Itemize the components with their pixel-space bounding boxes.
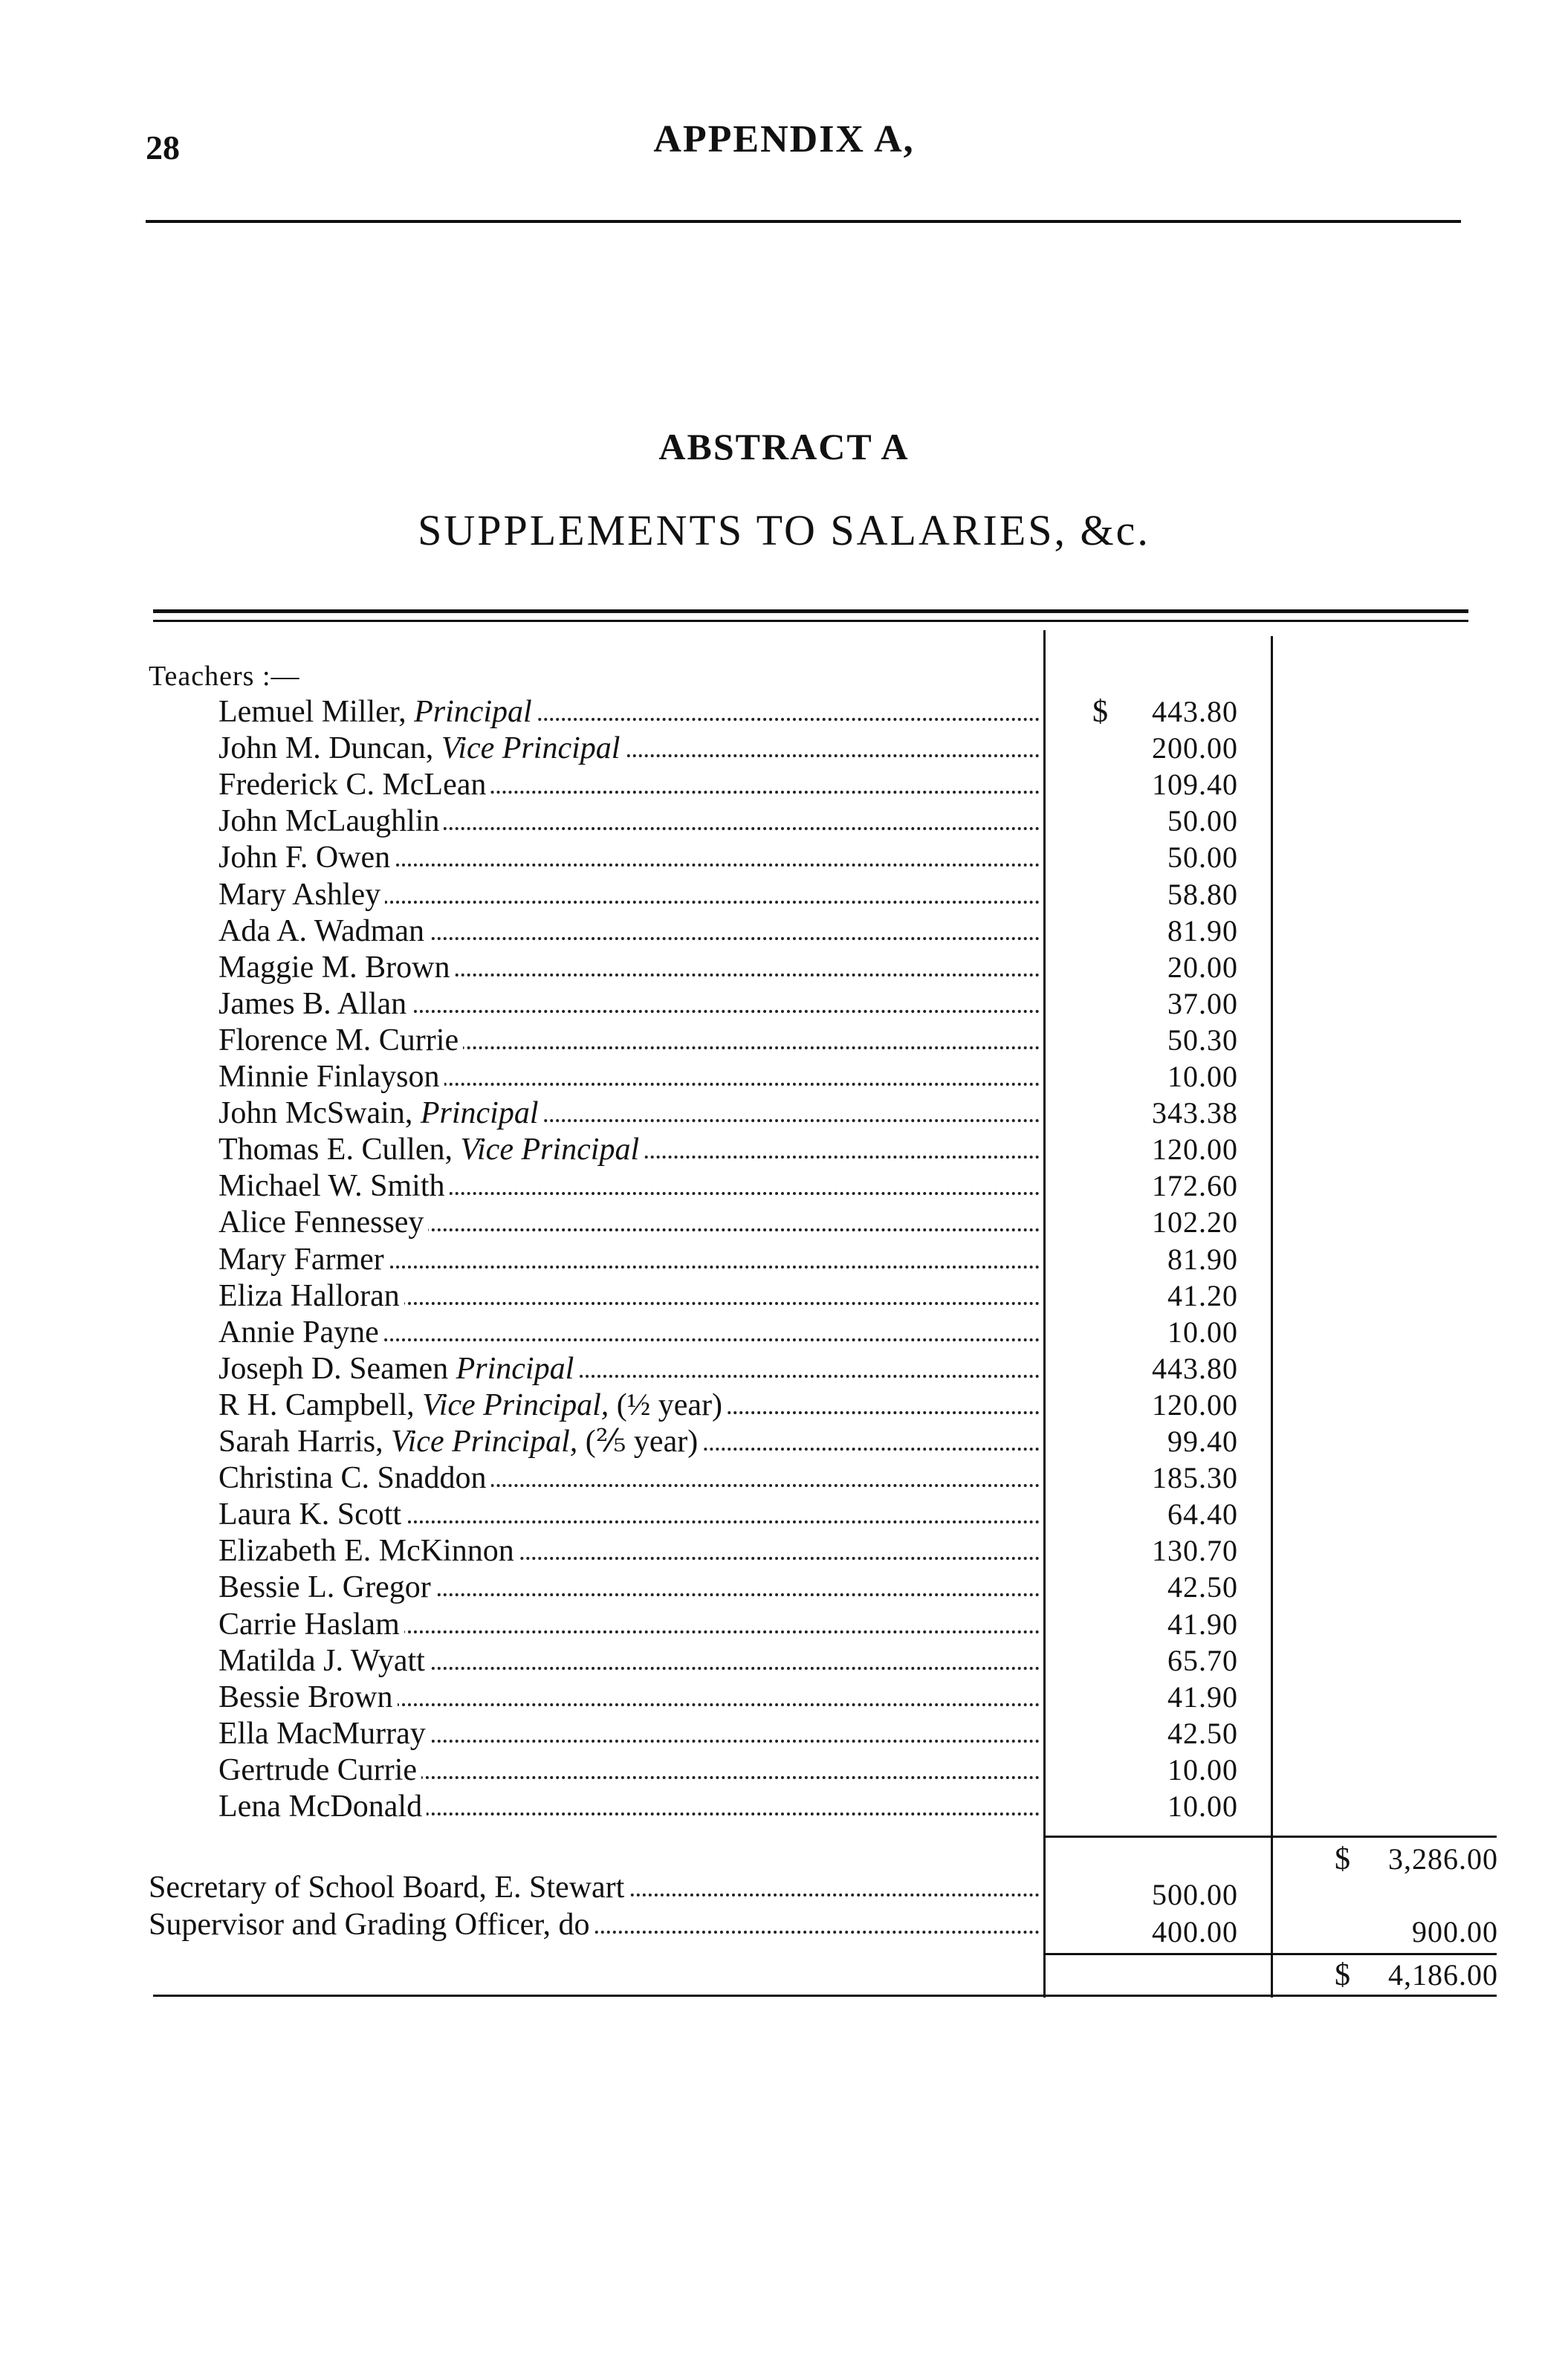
teacher-amount: 109.40	[1152, 768, 1238, 802]
teacher-amount: 172.60	[1152, 1169, 1238, 1203]
teacher-amount: 200.00	[1152, 731, 1238, 765]
teacher-amount: 10.00	[1167, 1060, 1238, 1093]
teacher-name: Laura K. Scott	[218, 1497, 406, 1532]
teacher-name-cell	[218, 1059, 1040, 1095]
teacher-name: James B. Allan	[218, 987, 411, 1021]
teacher-name: Mary Ashley	[218, 878, 385, 912]
teacher-name: Mary Farmer	[218, 1243, 389, 1277]
teacher-amount: 443.80	[1152, 695, 1238, 728]
teacher-name: Matilda J. Wyatt	[218, 1644, 430, 1678]
currency-symbol: $	[1335, 1842, 1350, 1877]
teacher-amount: 37.00	[1167, 986, 1238, 1020]
teacher-amount: 81.90	[1167, 1242, 1238, 1276]
table-row	[0, 1752, 1568, 1788]
teacher-name-cell	[218, 767, 1040, 803]
teacher-name-cell	[218, 913, 1040, 949]
table-row	[0, 1643, 1568, 1679]
teacher-amount: 65.70	[1167, 1643, 1238, 1677]
table-row	[0, 803, 1568, 839]
teacher-name: Gertrude Currie	[218, 1753, 421, 1787]
officer-name: Secretary of School Board, E. Stewart	[149, 1870, 629, 1905]
teacher-amount: 443.80	[1152, 1351, 1238, 1385]
teacher-amount: 42.50	[1167, 1716, 1238, 1750]
table-row	[0, 877, 1568, 913]
teacher-amount: 64.40	[1167, 1497, 1238, 1532]
table-row	[0, 1132, 1568, 1167]
teacher-name: John M. Duncan, Vice Principal	[218, 731, 624, 765]
teacher-amount: 120.00	[1152, 1387, 1238, 1422]
page-number: 28	[146, 129, 180, 166]
teacher-name: Frederick C. McLean	[218, 768, 490, 802]
table-row	[0, 950, 1568, 985]
teacher-amount: 343.38	[1152, 1096, 1238, 1130]
teacher-amount: 42.50	[1167, 1570, 1238, 1604]
teacher-name-cell	[218, 1607, 1040, 1642]
table-bottom-rule	[153, 1995, 1497, 1997]
table-row	[0, 1242, 1568, 1277]
teacher-name: Carrie Haslam	[218, 1607, 404, 1642]
teacher-name-cell	[218, 1132, 1040, 1167]
teacher-name: Lemuel Miller, Principal	[218, 695, 537, 729]
teacher-amount: 81.90	[1167, 913, 1238, 947]
teacher-name: Annie Payne	[218, 1315, 383, 1350]
teacher-name-cell	[218, 986, 1040, 1022]
table-row	[0, 1168, 1568, 1204]
teacher-title: Vice Principal	[441, 731, 621, 766]
officer-name-cell	[149, 1907, 1040, 1943]
table-row	[0, 913, 1568, 949]
teacher-name-cell	[218, 1387, 1040, 1423]
teacher-name-cell	[218, 877, 1040, 913]
running-head: APPENDIX A,	[653, 118, 915, 161]
grand-total-rule	[1043, 1953, 1497, 1955]
officer-amount: 400.00	[1152, 1915, 1238, 1949]
table-row	[0, 1095, 1568, 1131]
teacher-amount: 50.00	[1167, 840, 1238, 875]
top-rule	[146, 220, 1461, 223]
teacher-title: Vice Principal,	[422, 1387, 609, 1422]
table-row	[0, 1278, 1568, 1314]
teacher-title: Vice Principal	[460, 1133, 640, 1167]
teacher-name-cell	[218, 1533, 1040, 1569]
table-row	[0, 840, 1568, 875]
teacher-name: Sarah Harris, Vice Principal, (⅖ year)	[218, 1425, 702, 1459]
teacher-name: Ella MacMurray	[218, 1717, 430, 1751]
teacher-amount: 50.30	[1167, 1023, 1238, 1057]
teacher-name: Christina C. Snaddon	[218, 1461, 491, 1495]
table-row	[0, 1907, 1568, 1949]
table-row	[0, 1497, 1568, 1532]
teacher-name: Bessie L. Gregor	[218, 1570, 435, 1604]
teacher-amount: 58.80	[1167, 877, 1238, 911]
table-row	[0, 731, 1568, 766]
table-row	[0, 1351, 1568, 1387]
teacher-title: Principal	[456, 1351, 574, 1386]
teachers-total: 3,286.00	[1388, 1842, 1498, 1876]
teacher-name-cell	[218, 1643, 1040, 1679]
teacher-name-cell	[218, 731, 1040, 766]
currency-symbol: $	[1092, 695, 1108, 729]
teacher-amount: 20.00	[1167, 950, 1238, 984]
teacher-name-cell	[218, 950, 1040, 985]
teacher-amount: 41.90	[1167, 1679, 1238, 1714]
abstract-title: ABSTRACT A	[658, 426, 910, 467]
table-row	[0, 694, 1568, 730]
table-row	[0, 1023, 1568, 1058]
table-row	[0, 1387, 1568, 1423]
teacher-name-cell	[218, 1315, 1040, 1350]
teacher-title: Principal	[420, 1096, 539, 1131]
teacher-amount: 99.40	[1167, 1425, 1238, 1458]
teacher-name-cell	[218, 1351, 1040, 1387]
table-row	[0, 1570, 1568, 1605]
table-row	[0, 1607, 1568, 1642]
table-row	[0, 1315, 1568, 1350]
teacher-name: Florence M. Currie	[218, 1023, 463, 1057]
teacher-name-cell	[218, 1497, 1040, 1532]
teacher-name-cell	[218, 1278, 1040, 1314]
teachers-heading: Teachers :—	[149, 661, 300, 692]
table-row	[0, 1460, 1568, 1496]
teacher-title: Vice Principal,	[391, 1425, 578, 1459]
table-row	[0, 1679, 1568, 1715]
teacher-name-cell	[218, 1679, 1040, 1715]
table-row	[0, 1789, 1568, 1824]
teacher-name-cell	[218, 840, 1040, 875]
teacher-name-cell	[218, 694, 1040, 730]
teacher-name-cell	[218, 1424, 1040, 1460]
teacher-amount: 185.30	[1152, 1461, 1238, 1495]
officers-total: 900.00	[1412, 1915, 1498, 1949]
teacher-amount: 10.00	[1167, 1315, 1238, 1349]
teacher-amount: 130.70	[1152, 1534, 1238, 1568]
teacher-title: Principal	[414, 695, 532, 729]
teacher-name: Eliza Halloran	[218, 1279, 404, 1313]
table-row	[0, 1424, 1568, 1460]
teacher-name: Thomas E. Cullen, Vice Principal	[218, 1133, 644, 1167]
teacher-name: Lena McDonald	[218, 1789, 427, 1824]
teacher-name: Joseph D. Seamen Principal	[218, 1352, 578, 1386]
table-row	[0, 1533, 1568, 1569]
table-row	[0, 1059, 1568, 1095]
table-row	[0, 1870, 1568, 1912]
teacher-name-cell	[218, 1460, 1040, 1496]
teacher-name: R H. Campbell, Vice Principal, (½ year)	[218, 1388, 727, 1422]
grand-total-row	[0, 1957, 1568, 1993]
teacher-amount: 41.90	[1167, 1607, 1238, 1641]
teacher-name: John F. Owen	[218, 840, 395, 875]
teacher-amount: 50.00	[1167, 804, 1238, 838]
teacher-name: Minnie Finlayson	[218, 1060, 444, 1094]
grand-total: 4,186.00	[1388, 1958, 1498, 1992]
subtotal-rule	[1043, 1836, 1497, 1838]
table-row	[0, 1205, 1568, 1240]
teacher-name-cell	[218, 1023, 1040, 1058]
table-row	[0, 1716, 1568, 1752]
teacher-name-cell	[218, 1570, 1040, 1605]
table-top-rule	[153, 609, 1468, 613]
teacher-name: Alice Fennessey	[218, 1205, 428, 1240]
officer-name-cell	[149, 1870, 1040, 1905]
teacher-amount: 41.20	[1167, 1278, 1238, 1312]
teacher-name-cell	[218, 1168, 1040, 1204]
teacher-name-cell	[218, 1205, 1040, 1240]
officer-amount: 500.00	[1152, 1878, 1238, 1912]
table-top-rule-thin	[153, 620, 1468, 622]
teacher-name-cell	[218, 1095, 1040, 1131]
teacher-name: Maggie M. Brown	[218, 950, 454, 985]
teacher-name-cell	[218, 1242, 1040, 1277]
currency-symbol: $	[1335, 1958, 1350, 1993]
teacher-amount: 102.20	[1152, 1205, 1238, 1240]
teacher-name: Bessie Brown	[218, 1680, 398, 1714]
teacher-name-cell	[218, 1716, 1040, 1752]
teacher-name: John McSwain, Principal	[218, 1096, 543, 1130]
teacher-amount: 120.00	[1152, 1133, 1238, 1167]
table-row	[0, 986, 1568, 1022]
teacher-name-cell	[218, 1789, 1040, 1824]
teacher-name: Elizabeth E. McKinnon	[218, 1534, 519, 1568]
teacher-name: John McLaughlin	[218, 804, 444, 838]
teacher-name: Ada A. Wadman	[218, 914, 429, 948]
section-title: SUPPLEMENTS TO SALARIES, &c.	[418, 506, 1150, 554]
teacher-name-cell	[218, 1752, 1040, 1788]
table-row	[0, 767, 1568, 803]
teacher-name: Michael W. Smith	[218, 1169, 450, 1203]
teacher-name-cell	[218, 803, 1040, 839]
teacher-amount: 10.00	[1167, 1789, 1238, 1823]
officer-name: Supervisor and Grading Officer, do	[149, 1908, 595, 1942]
teacher-amount: 10.00	[1167, 1752, 1238, 1787]
